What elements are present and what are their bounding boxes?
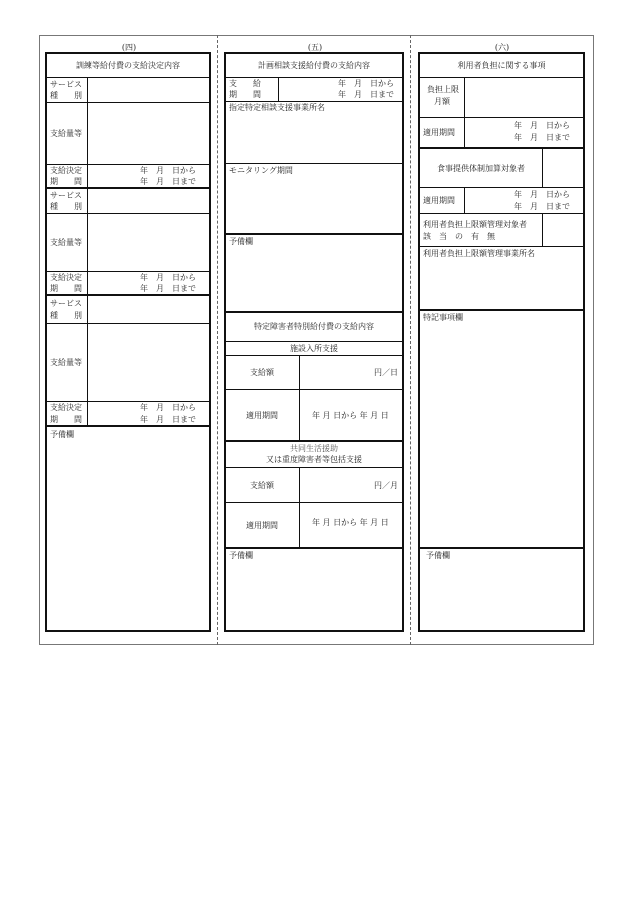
panel-training-benefit	[45, 52, 211, 632]
date-to: 年 月 日まで	[140, 177, 196, 186]
amount-label: 支給量等	[50, 238, 82, 247]
fold-line	[410, 35, 411, 645]
column-number: (六)	[494, 43, 510, 52]
panel-title: 計画相談支援給付費の支給内容	[258, 61, 370, 70]
pay-period-label: 支 給	[229, 79, 261, 88]
burden-limit-label: 月額	[434, 97, 450, 106]
burden-limit-label: 負担上限	[427, 85, 459, 94]
remarks-label: 予備欄	[426, 551, 450, 560]
special-notes-label: 特記事項欄	[423, 313, 463, 322]
fold-line	[217, 35, 218, 645]
facility-support-label: 施設入所支援	[290, 344, 338, 353]
decision-period-label: 期 間	[50, 284, 82, 293]
date-from: 年 月 日から	[140, 403, 196, 412]
payment-amount-label: 支給額	[250, 368, 274, 377]
date-from: 年 月 日から	[140, 166, 196, 175]
per-month-unit: 円／月	[374, 481, 398, 490]
group-living-label: 又は重度障害者等包括支援	[266, 455, 362, 464]
panel-plan-consultation	[224, 52, 404, 632]
panel-title: 訓練等給付費の支給決定内容	[76, 61, 180, 70]
service-type-label: サービス	[50, 80, 82, 89]
remarks-label: 予備欄	[50, 430, 74, 439]
remarks-label: 予備欄	[229, 551, 253, 560]
panel-user-burden	[418, 52, 585, 632]
service-type-label: 種 別	[50, 91, 82, 100]
column-number: (五)	[307, 43, 323, 52]
pay-period-label: 期 間	[229, 90, 261, 99]
meal-addition-label: 食事提供体制加算対象者	[437, 164, 525, 173]
date-from: 年 月 日から	[140, 273, 196, 282]
date-to: 年 月 日まで	[514, 202, 570, 211]
applicable-period-label: 適用期間	[423, 128, 455, 137]
date-from: 年 月 日から	[338, 79, 394, 88]
limit-management-label: 利用者負担上限額管理対象者	[423, 220, 527, 229]
amount-label: 支給量等	[50, 358, 82, 367]
limit-management-office-label: 利用者負担上限額管理事業所名	[423, 249, 535, 258]
group-living-label: 共同生活援助	[290, 444, 338, 453]
applicable-period-label: 適用期間	[423, 196, 455, 205]
service-type-label: サービス	[50, 191, 82, 200]
date-from: 年 月 日から	[514, 190, 570, 199]
date-from: 年 月 日から	[514, 121, 570, 130]
amount-label: 支給量等	[50, 129, 82, 138]
monitoring-period-label: モニタリング期間	[229, 166, 293, 175]
special-benefit-title: 特定障害者特別給付費の支給内容	[254, 322, 374, 331]
panel-title: 利用者負担に関する事項	[457, 61, 546, 70]
decision-period-label: 支給決定	[50, 273, 82, 282]
payment-amount-label: 支給額	[250, 481, 274, 490]
applicable-period-label: 適用期間	[246, 411, 278, 420]
service-type-label: サービス	[50, 299, 82, 308]
limit-management-label: 該 当 の 有 無	[423, 232, 495, 241]
date-to: 年 月 日まで	[140, 415, 196, 424]
per-day-unit: 円／日	[374, 368, 398, 377]
remarks-label: 予備欄	[229, 237, 253, 246]
column-number: (四)	[121, 43, 137, 52]
period-range: 年 月 日から 年 月 日	[312, 518, 389, 527]
service-type-label: 種 別	[50, 202, 82, 211]
date-to: 年 月 日まで	[514, 133, 570, 142]
decision-period-label: 期 間	[50, 415, 82, 424]
decision-period-label: 支給決定	[50, 403, 82, 412]
decision-period-label: 期 間	[50, 177, 82, 186]
date-to: 年 月 日まで	[338, 90, 394, 99]
service-type-label: 種 別	[50, 311, 82, 320]
applicable-period-label: 適用期間	[246, 521, 278, 530]
designated-office-label: 指定特定相談支援事業所名	[229, 103, 325, 112]
period-range: 年 月 日から 年 月 日	[312, 411, 389, 420]
decision-period-label: 支給決定	[50, 166, 82, 175]
date-to: 年 月 日まで	[140, 284, 196, 293]
